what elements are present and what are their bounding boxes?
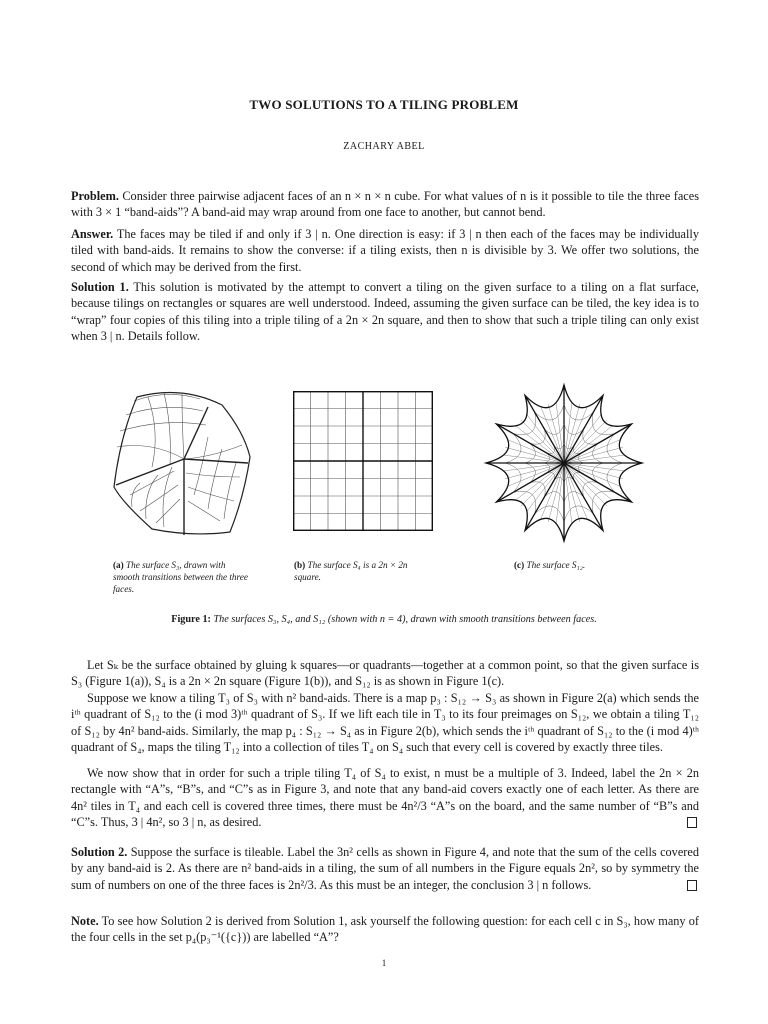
s12-grid-line	[564, 424, 584, 434]
figure-1b-caption	[294, 559, 434, 583]
problem-label: Problem.	[71, 189, 119, 203]
note-paragraph	[71, 913, 699, 946]
solution2-label: Solution 2.	[71, 845, 128, 859]
solution2-paragraph	[71, 844, 699, 893]
figure-1-caption-text: The surfaces S₃, S₄, and S₁₂ (shown with n = 4), drawn with smooth transitions between faces.	[213, 614, 597, 625]
solution1-label: Solution 1.	[71, 280, 129, 294]
solution2-text: Suppose the surface is tileable. Label the 3n² cells as shown in Figure 4, and note that the sum of the cells covered by any band-aid is 2. As there are n² band-aids in a tiling, the sum of all numbers in the Figure equals 2n², so by symmetry the sum of numbers on one of the three faces is 2n²/3. As this must be an integer, the conclusion 3 | n follows.	[71, 845, 699, 892]
s12-quadrant-edge	[525, 463, 564, 531]
figure-1b-surface-s4	[293, 391, 433, 531]
figure-1a-caption	[113, 559, 253, 595]
s12-grid-line	[545, 492, 565, 502]
s12-quadrant-edge	[564, 463, 632, 502]
answer-text: The faces may be tiled if and only if 3 | n. One direction is easy: if 3 | n then each of the faces may be individually tiled with band-aids. It remains to show the converse: if a tiling exists, then n is divisible by 3. We offer two solutions, the second of which may be derived from the first.	[71, 227, 699, 274]
body-paragraph-3	[71, 765, 699, 831]
body-paragraph-1: Let Sₖ be the surface obtained by gluing k squares—or quadrants—together at a common point, so that the given surface is S₃ (Figure 1(a)), S₄ is a 2n × 2n square (Figure 1(b)), and S₁₂ is as shown in Figure 1(c).	[71, 658, 699, 689]
figure-1c-surface-s12	[472, 381, 656, 545]
s12-grid-line	[593, 444, 603, 464]
problem-paragraph	[71, 188, 699, 221]
figure-1a-surface-s3	[112, 387, 252, 537]
answer-paragraph	[71, 226, 699, 275]
s12-quadrant-edge	[496, 463, 564, 502]
problem-text: Consider three pairwise adjacent faces of an n × n × n cube. For what values of n is it possible to tile the three faces with 3 × 1 “band-aids”? A band-aid may wrap around from one face to another, but cannot bend.	[71, 189, 699, 220]
qed-symbol	[687, 817, 697, 828]
figure-1c-caption	[514, 559, 654, 571]
author-name: ZACHARY ABEL	[343, 141, 425, 152]
body-paragraph-3-text: We now show that in order for such a triple tiling T₄ of S₄ to exist, n must be a multiple of 3. Indeed, label the 2n × 2n rectangle with “A”s, “B”s, and “C”s as in Figure 3, and note that any band-aid covers exactly one of each letter. As there are 4n² tiles in T₄ and each cell is covered three times, there must be 4n²/3 “A”s on the board, and the same number of “B”s and “C”s. Thus, 3 | 4n², so 3 | n, as desired.	[71, 766, 699, 830]
figure-1b-label: (b)	[294, 560, 306, 570]
figure-1b-caption-text: The surface S₄ is a 2n × 2n square.	[294, 560, 408, 582]
s12-quadrant-edge	[564, 463, 603, 531]
figure-1a-label: (a)	[113, 560, 124, 570]
figure-1c-label: (c)	[514, 560, 525, 570]
s12-quadrant-edge	[564, 395, 603, 463]
solution1-paragraph	[71, 279, 699, 345]
figure-1a-caption-text: The surface S₃, drawn with smooth transitions between the three faces.	[113, 560, 248, 594]
qed-symbol	[687, 880, 697, 891]
figure-1-label: Figure 1:	[171, 614, 211, 625]
figure-1-caption	[0, 614, 768, 625]
s12-grid-line	[593, 463, 603, 483]
s12-quadrant-edge	[564, 424, 632, 463]
note-text: To see how Solution 2 is derived from Solution 1, ask yourself the following question: for each cell c in S₃, how many of the four cells in the set p₄(p₃⁻¹({c})) are labelled “A”?	[71, 914, 699, 945]
answer-label: Answer.	[71, 227, 114, 241]
paper-title: TWO SOLUTIONS TO A TILING PROBLEM	[249, 97, 519, 112]
body-paragraph-2: Suppose we know a tiling T₃ of S₃ with n² band-aids. There is a map p₃ : S₁₂ → S₃ as shown in Figure 2(a) which sends the iᵗʰ quadrant of S₁₂ to the (i mod 3)ᵗʰ quadrant of S₃. If we lift each tile in T₃ to its four preimages on S₁₂, we obtain a tiling T₁₂ of S₁₂ by 4n² band-aids. Similarly, the map p₄ : S₁₂ → S₄ as in Figure 2(b), which sends the iᵗʰ quadrant of S₁₂ to the (i mod 4)ᵗʰ quadrant of S₄, maps the tiling T₁₂ into a collection of tiles T₄ on S₄ such that every cell is covered by exactly three tiles.	[71, 691, 699, 755]
solution1-text: This solution is motivated by the attempt to convert a tiling on the given surface to a tiling on a flat surface, because tilings on rectangles or squares are well understood. Indeed, assuming the given surface can be tiled, the key idea is to “wrap” four copies of this tiling into a triple tiling of a 2n × 2n square, and then to show that such a triple tiling can only exist when 3 | n. Details follow.	[71, 280, 700, 344]
s12-grid-line	[545, 424, 565, 434]
page-number: 1	[381, 958, 387, 968]
figure-1c-caption-text: The surface S₁₂.	[526, 560, 586, 570]
s12-quadrant-edge	[496, 424, 564, 463]
s12-grid-line	[525, 444, 535, 464]
s12-grid-line	[564, 492, 584, 502]
s12-quadrant-edge	[525, 395, 564, 463]
note-label: Note.	[71, 914, 99, 928]
s12-grid-line	[525, 463, 535, 483]
